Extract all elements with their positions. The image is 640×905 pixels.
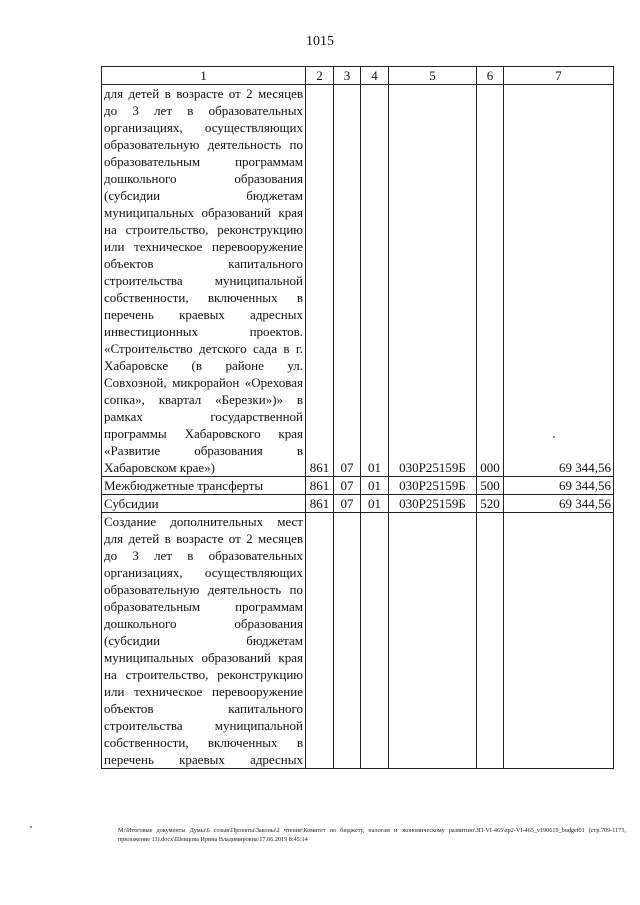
file-path-footer: М:\Итоговые документы Думы\6 созыв\Проекты\Законы\2 чтение\Комитет по бюджету, налогам и экономическому развитию\ЗП-VI-465\zp2-VI-465_v190619_budget01 (стр.709-1173, приложение 11).docx\Шевцова Ирина Владимировна\17.06.2019 8:45:14 [118,827,626,843]
cell-ministry-code: 861 [306,477,334,495]
cell-ministry-code: 861 [306,85,334,477]
cell-amount: 69 344,56 [504,495,614,513]
scan-speck [553,436,555,438]
row-description: Межбюджетные трансферты [102,477,306,495]
cell-expense-type: 500 [477,477,504,495]
cell-amount: 69 344,56 [504,477,614,495]
table-row [102,477,614,495]
column-header-5: 5 [389,67,477,85]
table-header-row [102,67,614,85]
cell-ministry-code: 861 [306,495,334,513]
column-header-2: 2 [306,67,334,85]
cell-expense-type: 520 [477,495,504,513]
cell-section-code: 07 [334,495,361,513]
cell-expense-type [477,513,504,769]
cell-amount: 69 344,56 [504,85,614,477]
cell-section-code [334,513,361,769]
table-row [102,85,614,477]
cell-target-article: 030P25159Б [389,85,477,477]
column-header-1: 1 [102,67,306,85]
cell-target-article: 030P25159Б [389,477,477,495]
table-row [102,495,614,513]
cell-ministry-code [306,513,334,769]
cell-target-article [389,513,477,769]
cell-subsection-code: 01 [361,85,389,477]
budget-table [101,66,614,769]
column-header-6: 6 [477,67,504,85]
row-description: Создание дополнительных мест для детей в возрасте от 2 месяцев до 3 лет в образовательных организациях, осуществляющих образовательную деятельность по образовательным программам дошкольного образования (субсидии бюджетам муниципальных образований края на строительство, реконструкцию или техническое перевооружение объектов капитального строительства муниципальной собственности, включенных в перечень краевых адресных [102,513,306,769]
scan-speck [30,826,32,828]
cell-section-code: 07 [334,85,361,477]
row-description: для детей в возрасте от 2 месяцев до 3 лет в образовательных организациях, осуществляющих образовательную деятельность по образовательным программам дошкольного образования (субсидии бюджетам муниципальных образований края на строительство, реконструкцию или техническое перевооружение объектов капитального строительства муниципальной собственности, включенных в перечень краевых адресных инвестиционных проектов. «Строительство детского сада в г. Хабаровске (в районе ул. Совхозной, микрорайон «Ореховая сопка», квартал «Березки»)» в рамках государственной программы Хабаровского края «Развитие образования в Хабаровском крае») [102,85,306,477]
cell-expense-type: 000 [477,85,504,477]
row-description: Субсидии [102,495,306,513]
cell-target-article: 030P25159Б [389,495,477,513]
page-number: 1015 [306,34,334,49]
table-row [102,513,614,769]
column-header-4: 4 [361,67,389,85]
cell-subsection-code [361,513,389,769]
cell-section-code: 07 [334,477,361,495]
column-header-7: 7 [504,67,614,85]
cell-amount [504,513,614,769]
cell-subsection-code: 01 [361,495,389,513]
cell-subsection-code: 01 [361,477,389,495]
column-header-3: 3 [334,67,361,85]
